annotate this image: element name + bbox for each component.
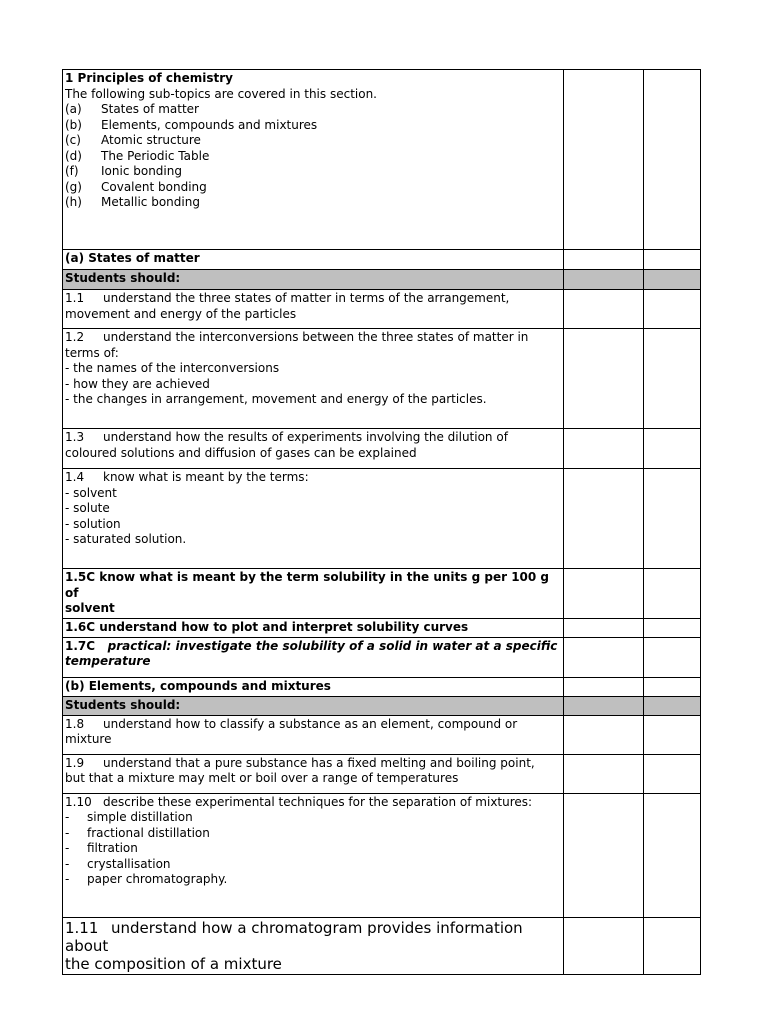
- intro-row: [63, 70, 701, 250]
- subtopic-item: (a) States of matter: [65, 102, 199, 116]
- spec-item-practical: 1.7C practical: investigate the solubility of a solid in water at a specific temperature: [63, 637, 564, 677]
- check-cell: [644, 618, 701, 637]
- check-cell: [564, 469, 644, 569]
- subtopic-item: (b) Elements, compounds and mixtures: [65, 117, 318, 132]
- check-cell: [644, 270, 701, 290]
- table-row: [63, 329, 701, 429]
- table-row: [63, 793, 701, 917]
- specification-table: [62, 69, 701, 975]
- check-cell: [644, 429, 701, 469]
- check-cell: [564, 754, 644, 793]
- check-cell: [644, 637, 701, 677]
- check-cell: [564, 618, 644, 637]
- subtopic-item: (d) The Periodic Table: [65, 148, 210, 163]
- subtopic-item: (c) Atomic structure: [65, 133, 201, 147]
- check-cell: [644, 696, 701, 715]
- spec-item: 1.9 understand that a pure substance has a fixed melting and boiling point, but that a mixture may melt or boil over a range of temperatures: [63, 754, 564, 793]
- check-cell: [564, 917, 644, 974]
- check-cell: [644, 329, 701, 429]
- check-cell: [564, 793, 644, 917]
- table-row: [63, 290, 701, 329]
- table-row: [63, 618, 701, 637]
- check-cell: [644, 677, 701, 696]
- intro-text: The following sub-topics are covered in this section.: [65, 86, 377, 101]
- check-cell: [644, 250, 701, 270]
- table-row: [63, 715, 701, 754]
- intro-cell: [63, 70, 564, 250]
- spec-item: 1.11 understand how a chromatogram provides information about the composition of a mixture: [63, 917, 564, 974]
- spec-item: 1.10 describe these experimental techniques for the separation of mixtures: - simple distillation - fractional distillation - filtration - crystallisation - paper chromatography.: [63, 793, 564, 917]
- subsection-heading-row: [63, 677, 701, 696]
- check-cell: [564, 677, 644, 696]
- check-cell: [564, 715, 644, 754]
- check-cell: [564, 290, 644, 329]
- check-cell: [564, 329, 644, 429]
- subtopic-item: (g) Covalent bonding: [65, 179, 207, 194]
- table-row: [63, 754, 701, 793]
- check-cell: [564, 696, 644, 715]
- check-cell: [644, 793, 701, 917]
- spec-item: 1.2 understand the interconversions between the three states of matter in terms of: - the names of the interconversions - how they are achieved - the changes in arrangement, movement and energy of the particles.: [63, 329, 564, 429]
- subsection-heading: (a) States of matter: [63, 250, 564, 270]
- spec-item-chemistry-only: 1.5C know what is meant by the term solubility in the units g per 100 g of solvent: [63, 569, 564, 619]
- spec-item: 1.8 understand how to classify a substance as an element, compound or mixture: [63, 715, 564, 754]
- check-cell: [644, 469, 701, 569]
- spec-item: 1.4 know what is meant by the terms: - solvent - solute - solution - saturated solution.: [63, 469, 564, 569]
- check-cell: [564, 250, 644, 270]
- check-cell: [564, 429, 644, 469]
- check-cell: [644, 290, 701, 329]
- spec-item: 1.1 understand the three states of matter in terms of the arrangement, movement and energy of the particles: [63, 290, 564, 329]
- spec-item: 1.3 understand how the results of experiments involving the dilution of coloured solutions and diffusion of gases can be explained: [63, 429, 564, 469]
- check-cell: [644, 569, 701, 619]
- students-should-label: Students should:: [63, 270, 564, 290]
- check-cell: [644, 754, 701, 793]
- check-cell: [564, 569, 644, 619]
- check-cell: [644, 70, 701, 250]
- spec-item-chemistry-only: 1.6C understand how to plot and interpret solubility curves: [63, 618, 564, 637]
- table-row: [63, 429, 701, 469]
- subtopic-item: (h) Metallic bonding: [65, 195, 200, 209]
- table-row: [63, 917, 701, 974]
- section-heading: 1 Principles of chemistry: [65, 71, 233, 85]
- table-row: [63, 469, 701, 569]
- students-should-row: [63, 270, 701, 290]
- check-cell: [644, 917, 701, 974]
- check-cell: [564, 270, 644, 290]
- subtopic-item: (f) Ionic bonding: [65, 164, 182, 178]
- students-should-label: Students should:: [63, 696, 564, 715]
- check-cell: [564, 637, 644, 677]
- students-should-row: [63, 696, 701, 715]
- table-row: [63, 569, 701, 619]
- subsection-heading-row: [63, 250, 701, 270]
- subsection-heading: (b) Elements, compounds and mixtures: [63, 677, 564, 696]
- check-cell: [564, 70, 644, 250]
- check-cell: [644, 715, 701, 754]
- table-row: [63, 637, 701, 677]
